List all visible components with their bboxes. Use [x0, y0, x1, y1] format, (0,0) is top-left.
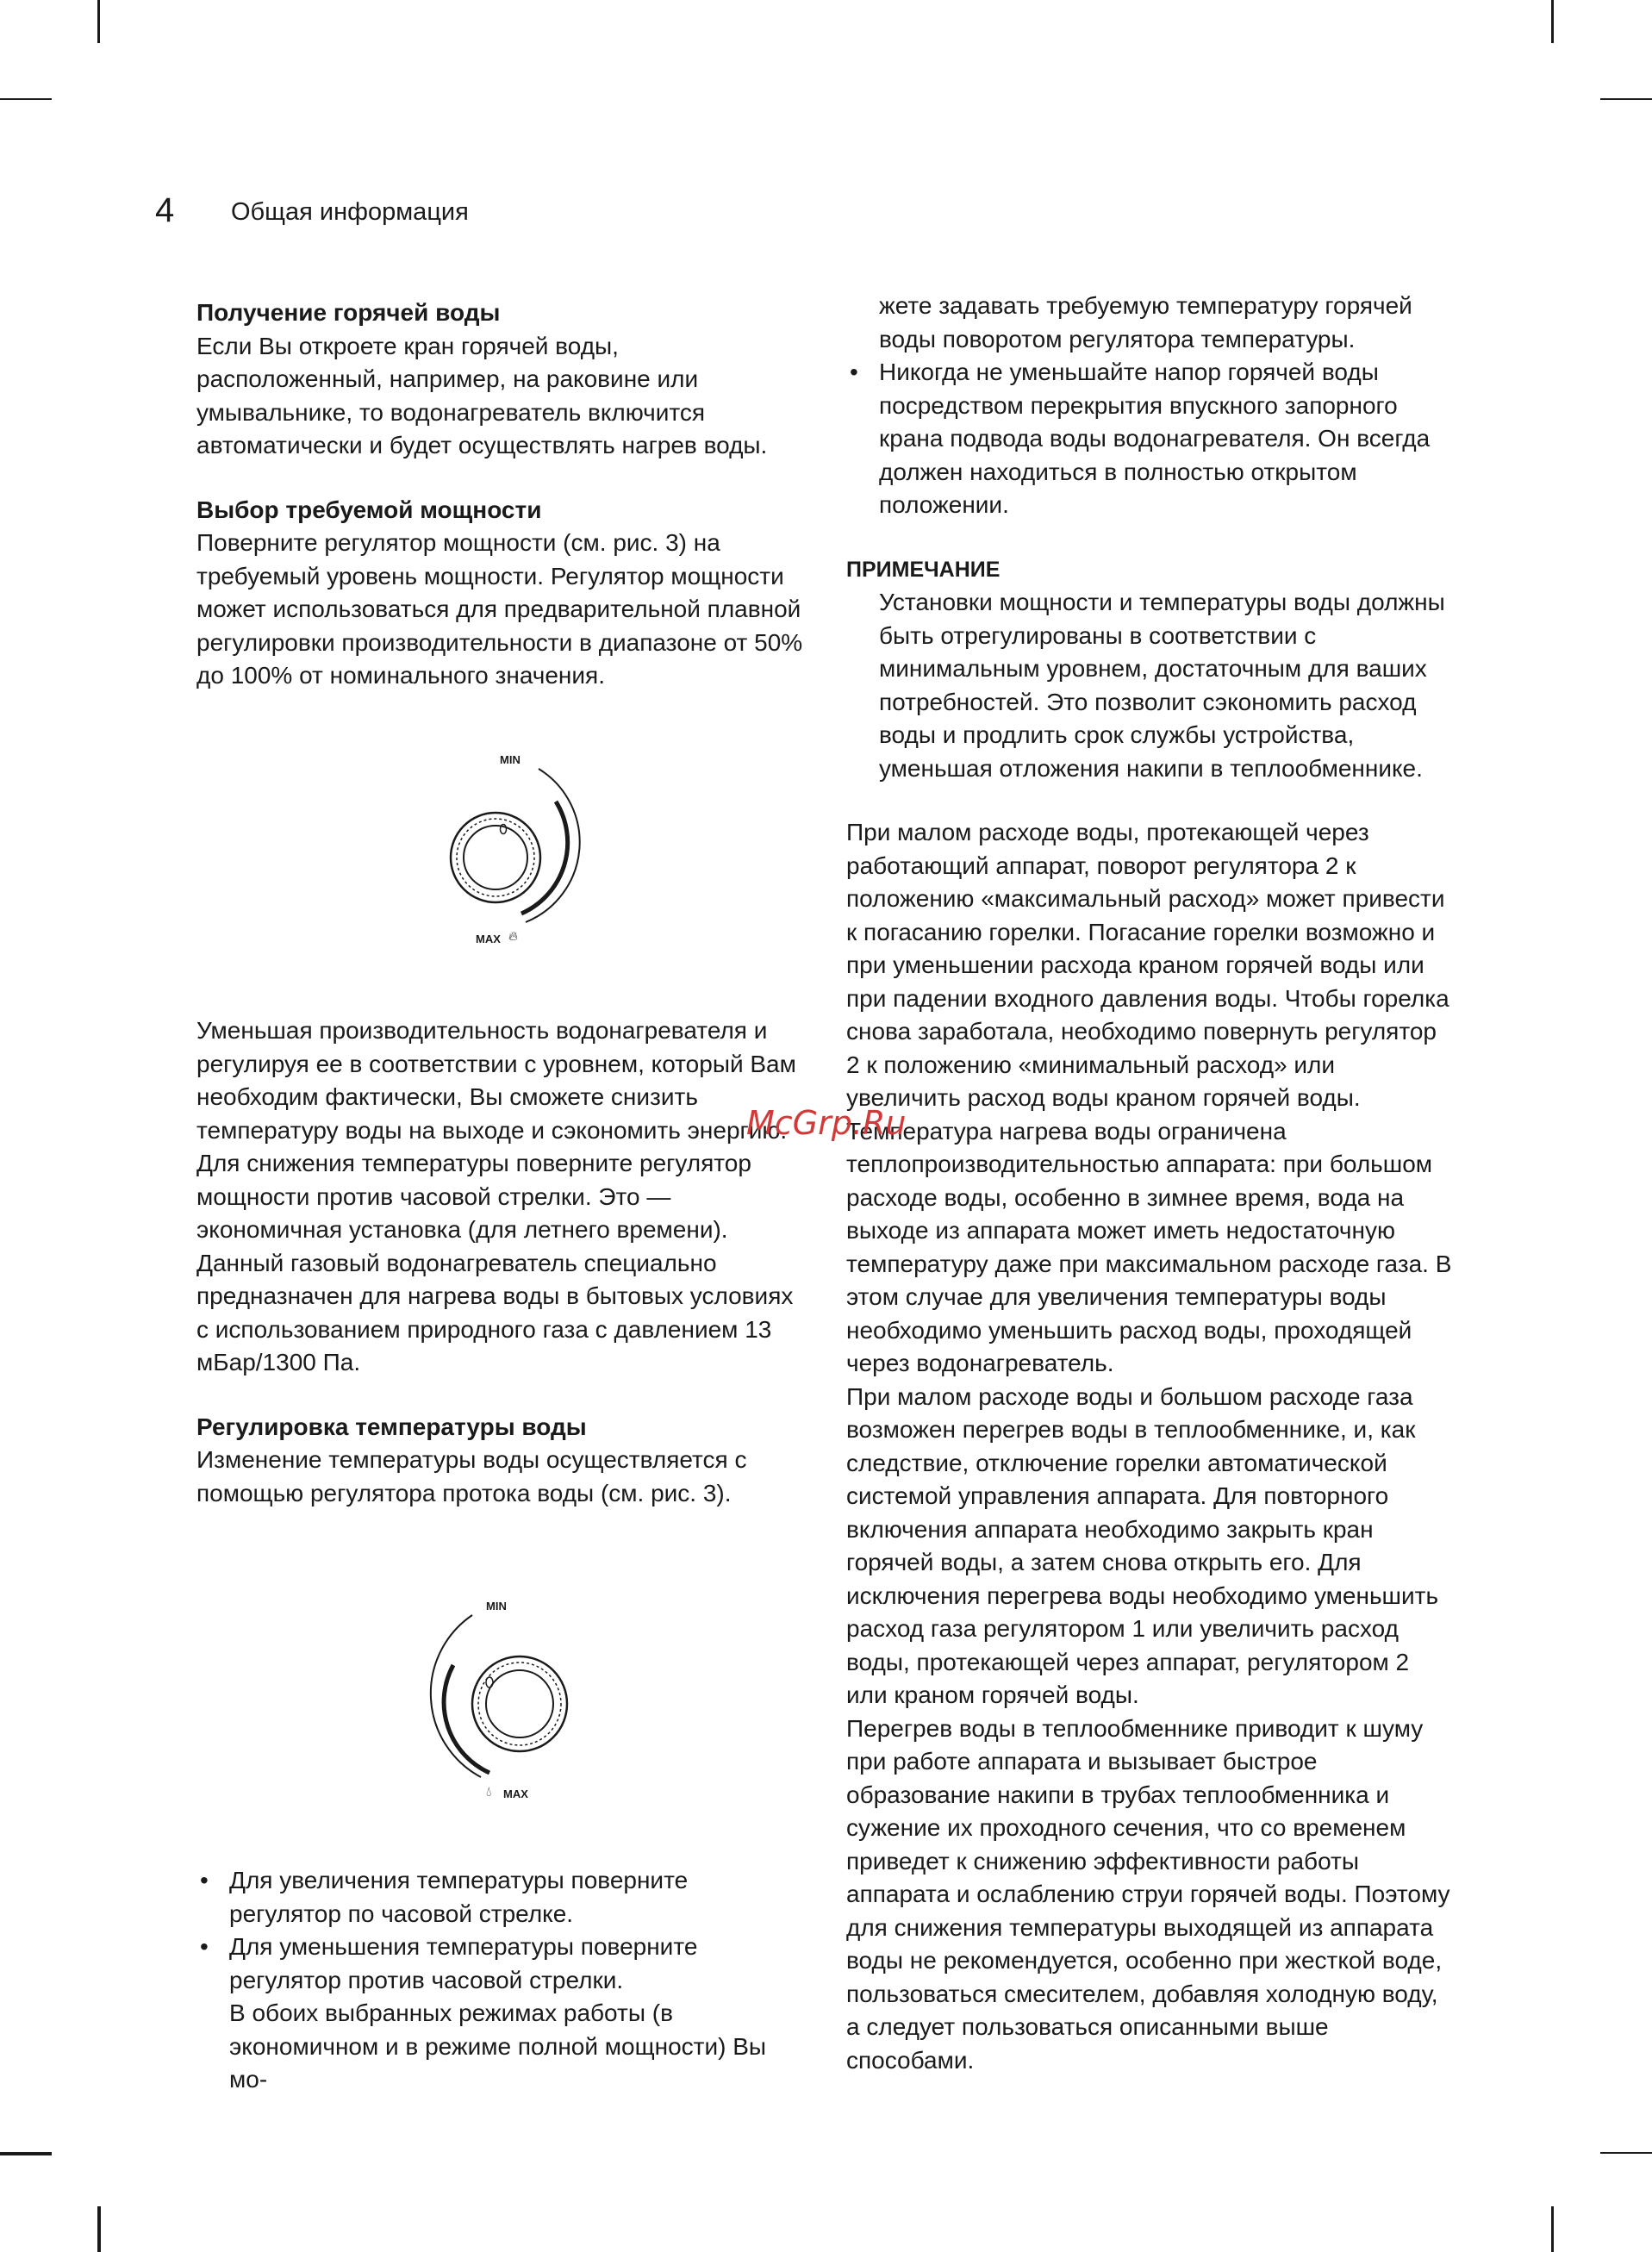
paragraph: Перегрев воды в теплообменнике приводит к шуму при работе аппарата и вызывает быстрое образование накипи в трубах теплообменника и сужение их проходного сечения, что со временем приведет к снижению эффективности работы аппарата и ослаблению струи горячей воды. Поэтому для снижения температуры выходящей из аппарата воды не рекомендуется, особенно при жесткой воде, пользоваться смесителем, добавляя холодную воду, а следует пользоваться описанными выше способами. — [846, 1714, 1450, 2074]
crop-mark — [1551, 2206, 1554, 2252]
dial-max-label: MAX — [503, 1787, 528, 1800]
section-heading-power: Выбор требуемой мощности — [196, 496, 542, 523]
dial-min-label: MIN — [500, 753, 521, 766]
power-regulator-figure — [405, 750, 595, 948]
section-heading-temperature: Регулировка температуры воды — [196, 1413, 587, 1440]
paragraph: Уменьшая производительность водонагревателя и регулируя ее в соответствии с уровнем, который Вам необходим фактически, Вы сможете снизить температуру воды на выходе и сэкономить энергию. — [196, 1017, 796, 1144]
paragraph: жете задавать требуемую температуру горячей воды поворотом регулятора температуры. — [879, 292, 1412, 352]
left-column-bottom — [196, 1864, 804, 2097]
left-column-middle — [196, 1014, 804, 1510]
left-column-top — [196, 296, 804, 693]
crop-mark — [1600, 98, 1652, 100]
paragraph: Изменение температуры воды осуществляется с помощью регулятора протока воды (см. рис. 3). — [196, 1446, 747, 1507]
crop-mark — [1551, 0, 1554, 43]
water-regulator-figure — [421, 1596, 602, 1803]
flame-icon: 🔥︎ — [508, 929, 519, 944]
paragraph: Для снижения температуры поверните регулятор мощности против часовой стрелки. Это — экономичная установка (для летнего времени). — [196, 1150, 751, 1243]
page-number: 4 — [155, 191, 175, 229]
dial-min-label: MIN — [486, 1600, 507, 1613]
water-drop-icon: 💧︎ — [486, 1785, 492, 1800]
right-column — [846, 290, 1455, 2077]
note-text: Установки мощности и температуры воды должны быть отрегулированы в соответствии с минимальным уровнем, достаточным для ваших потребностей. Это позволит сэкономить расход воды и продлить срок службы устройства, уменьшая отложения накипи в теплообменнике. — [879, 589, 1445, 782]
crop-mark — [0, 2152, 52, 2155]
note-label: ПРИМЕЧАНИЕ — [846, 557, 1001, 582]
section-heading-hot-water: Получение горячей воды — [196, 299, 501, 326]
crop-mark — [1600, 2152, 1652, 2154]
paragraph: Если Вы откроете кран горячей воды, расположенный, например, на раковине или умывальнике, то водонагреватель включится автоматически и будет осуществлять нагрев воды. — [196, 332, 768, 459]
paragraph: При малом расходе воды и большом расходе газа возможен перегрев воды в теплообменнике, и, как следствие, отключение горелки автоматической системой управления аппарата. Для повторного включения аппарата необходимо закрыть кран горячей воды, а затем снова открыть его. Для исключения перегрева воды необходимо уменьшить расход газа регулятором 1 или увеличить расход воды, протекающей через аппарат, регулятором 2 или краном горячей воды. — [846, 1382, 1439, 1708]
list-item-continuation: В обоих выбранных режимах работы (в экономичном и в режиме полной мощности) Вы мо- — [229, 1999, 767, 2093]
list-item: • Для увеличения температуры поверните регулятор по часовой стрелке. — [196, 1864, 804, 1931]
dial-max-label: MAX — [476, 933, 501, 945]
paragraph: При малом расходе воды, протекающей через работающий аппарат, поворот регулятора 2 к положению «максимальный расход» может привести к погасанию горелки. Погасание горелки возможно и при уменьшении расхода краном горячей воды или при падении входного давления воды. Чтобы горелка снова заработала, необходимо повернуть регулятор 2 к положению «минимальный расход» или увеличить расход воды краном горячей воды. Температура нагрева воды ограничена теплопроизводительностью аппарата: при большом расходе воды, особенно в зимнее время, вода на выходе из аппарата может иметь недостаточную температуру даже при максимальном расходе газа. В этом случае для увеличения температуры воды необходимо уменьшить расход воды, проходящей через водонагреватель. — [846, 819, 1452, 1376]
crop-mark — [0, 98, 52, 100]
paragraph: Поверните регулятор мощности (см. рис. 3) на требуемый уровень мощности. Регулятор мощности может использоваться для предварительной плавной регулировки производительности в диапазоне от 50% до 100% от номинального значения. — [196, 529, 803, 689]
watermark: McGrp.Ru — [746, 1104, 907, 1142]
list-item: • Никогда не уменьшайте напор горячей воды посредством перекрытия впускного запорного крана подвода воды водонагревателя. Он всегда должен находиться в полностью открытом положении. — [846, 356, 1455, 522]
list-item: • Для уменьшения температуры поверните регулятор против часовой стрелки. В обоих выбранных режимах работы (в экономичном и в режиме полной мощности) Вы мо- — [196, 1931, 804, 2097]
crop-mark — [97, 2206, 101, 2252]
crop-mark — [97, 0, 100, 43]
page-title: Общая информация — [231, 198, 469, 226]
paragraph: Данный газовый водонагреватель специально предназначен для нагрева воды в бытовых условиях с использованием природного газа с давлением 13 мБар/1300 Па. — [196, 1249, 794, 1376]
